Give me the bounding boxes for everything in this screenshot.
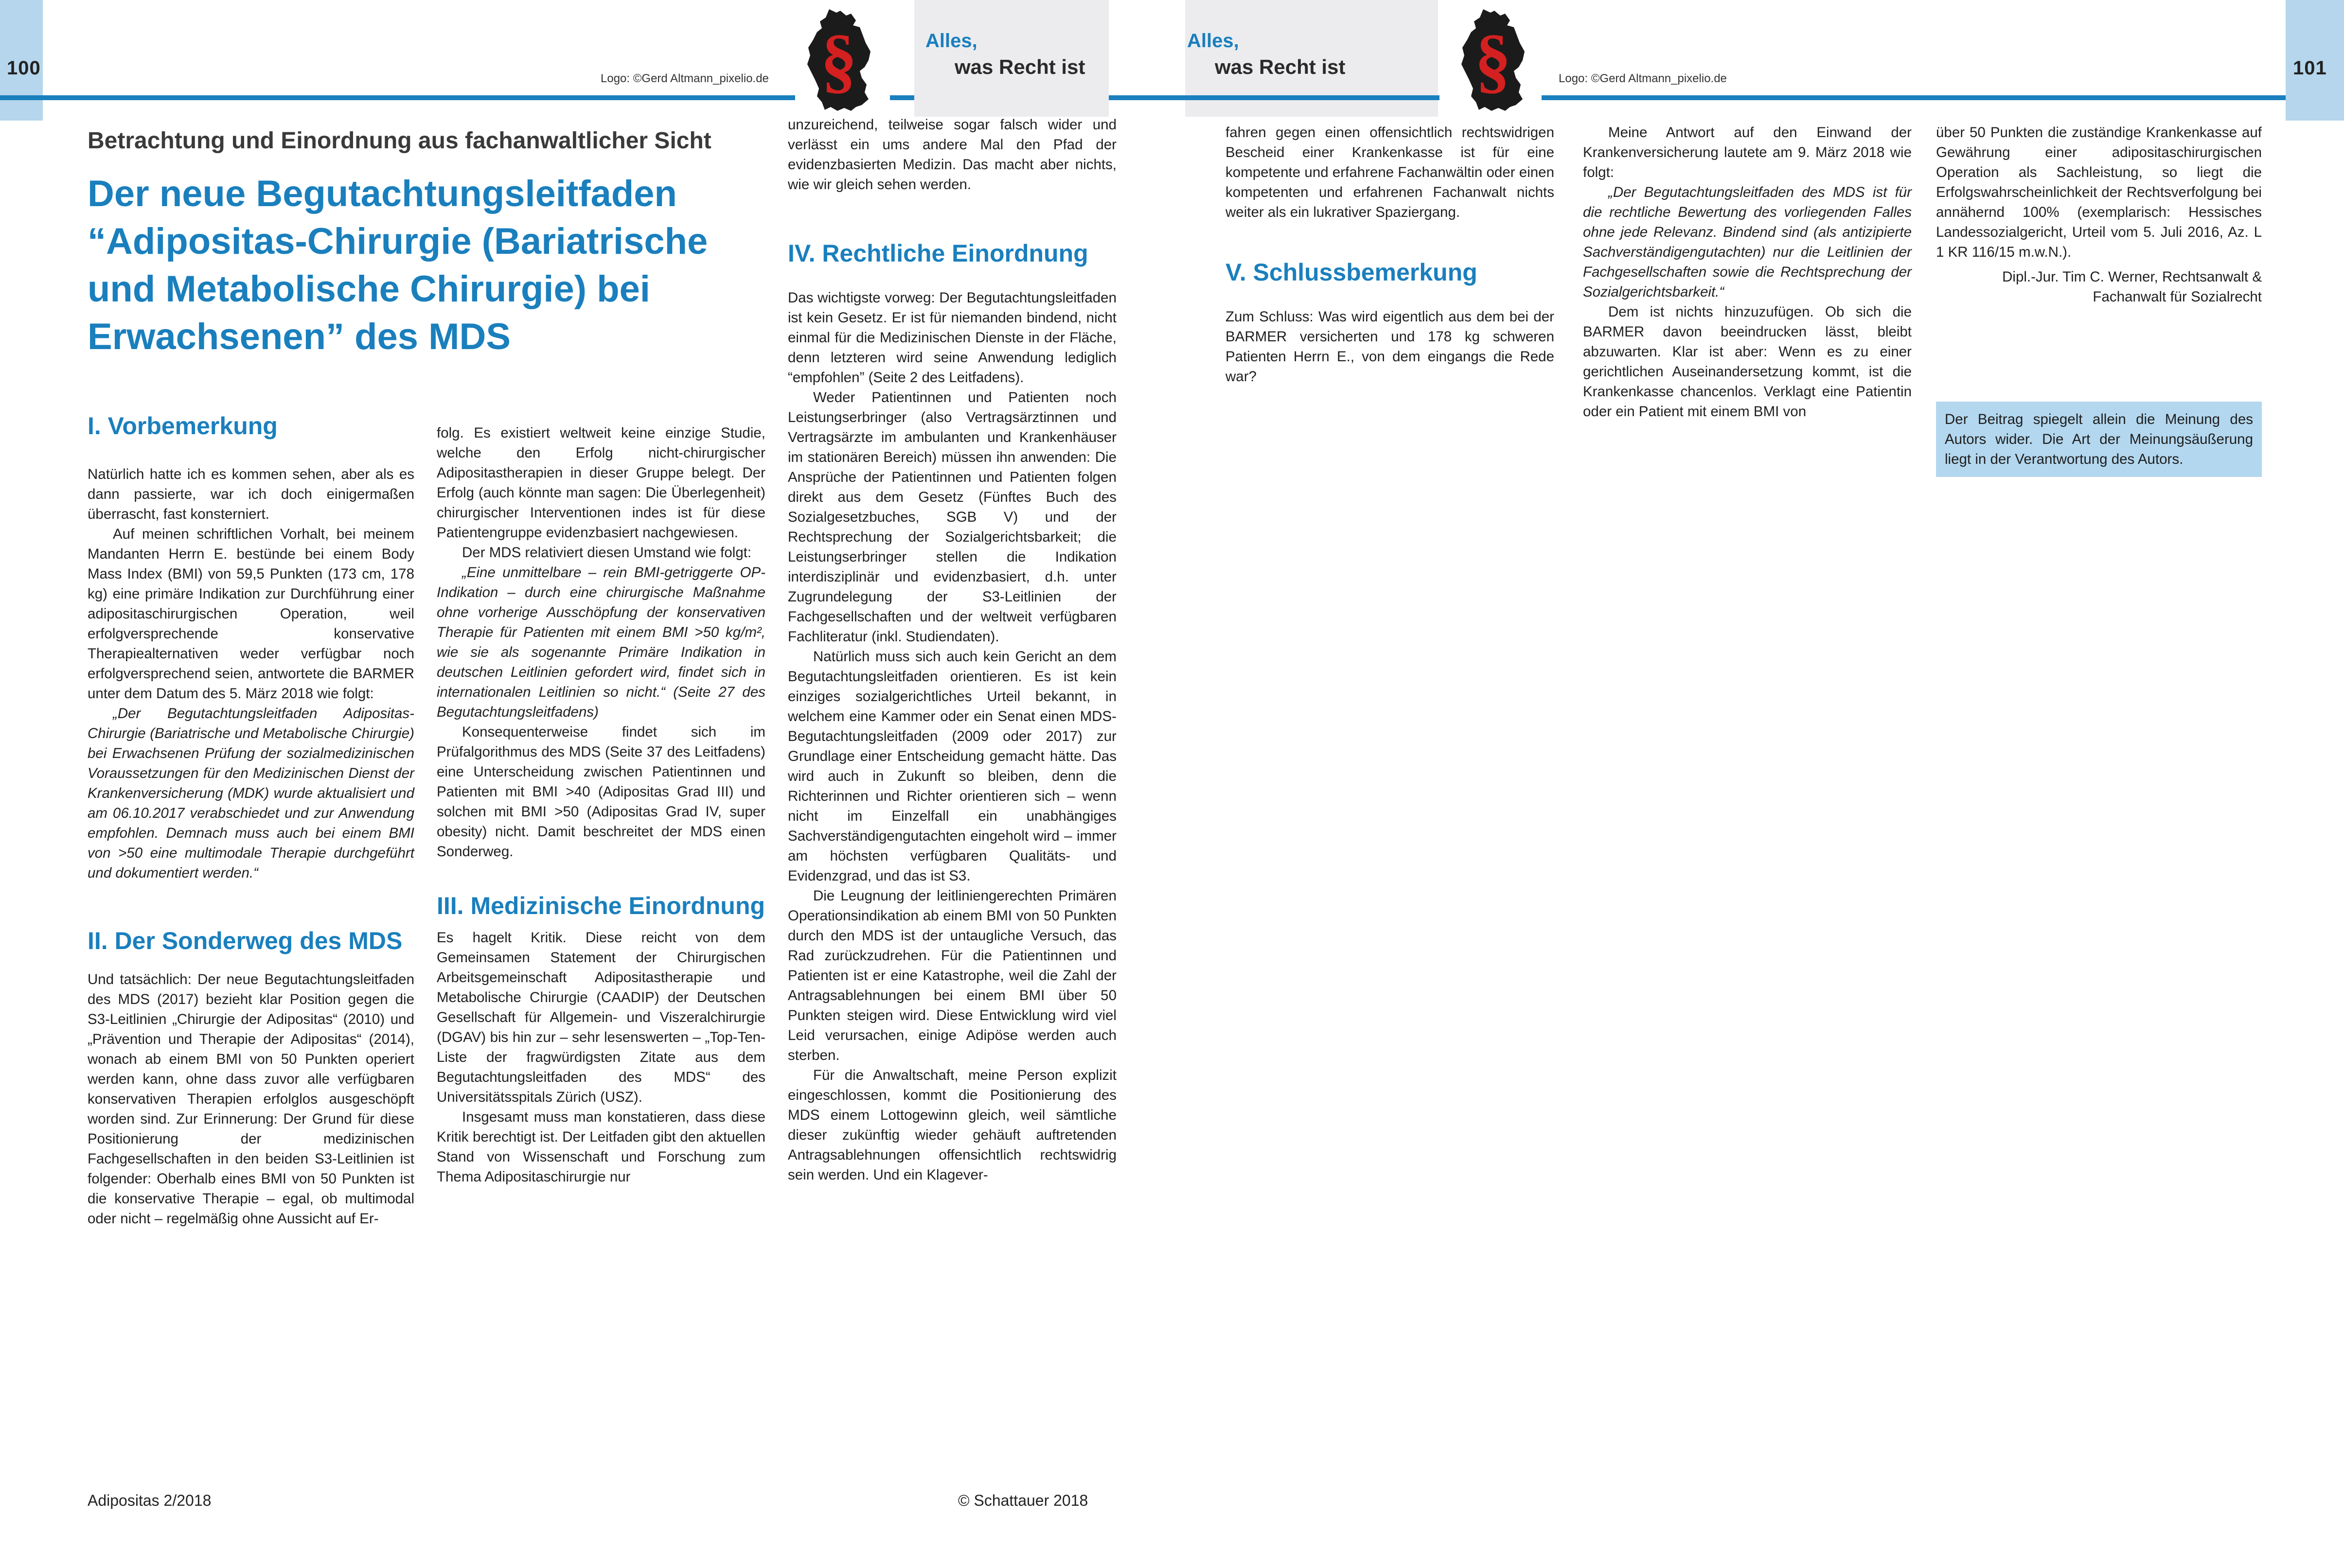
paragraph: Konsequenterweise findet sich im Prüfalgorithmus des MDS (Seite 37 des Leitfadens) eine Unterscheidung zwischen Patientinnen und Patienten mit BMI >40 (Adipositas Grad III) und solchen mit BMI >50 (Adipositas Grad IV, super obesity) nicht. Damit beschreitet der MDS einen Sonderweg.: [437, 724, 765, 860]
paragraph: folg. Es existiert weltweit keine einzige Studie, welche den Erfolg nicht-chirurgischer Adipositastherapien in dieser Gruppe belegt. Der Erfolg (auch könnte man sagen: Die Überlegenheit) chirurgischer Interventionen indes ist für diese Patientengruppe evidenzbasiert nachgewiesen.: [437, 425, 765, 541]
page-number: 101: [2293, 57, 2327, 79]
section-heading: IV. Rechtliche Einordnung: [788, 240, 1088, 267]
paragraph: Für die Anwaltschaft, meine Person explizit eingeschlossen, kommt die Positionierung des MDS einem Lottogewinn gleich, weil sämtliche dieser zukünftig wieder gehäuft auftretenden Antragsablehnungen offensichtlich rechtswidrig sein werden. Und ein Klagever-: [788, 1067, 1117, 1183]
paragraph: unzureichend, teilweise sogar falsch wider und verlässt ein ums andere Mal den Pfad der evidenzbasierten Medizin. Das macht aber nichts, wie wir gleich sehen werden.: [788, 117, 1117, 193]
section-heading: V. Schlussbemerkung: [1225, 259, 1477, 286]
paragraph: Natürlich hatte ich es kommen sehen, aber als es dann passierte, war ich doch einigermaßen überrascht, fast konsterniert.: [88, 466, 414, 522]
paragraph: Zum Schluss: Was wird eigentlich aus dem bei der BARMER versicherten und 178 kg schweren Patienten Herrn E., von dem eingangs die Rede war?: [1225, 309, 1554, 385]
column-6: [1936, 123, 2262, 307]
section-title-line2: was Recht ist: [1215, 55, 1346, 78]
disclaimer-box: Der Beitrag spiegelt allein die Meinung des Autors wider. Die Art der Meinungsäußerung liegt in der Verantwortung des Autors.: [1936, 402, 2262, 477]
author-signature: Dipl.-Jur. Tim C. Werner, Rechtsanwalt &: [2002, 269, 2262, 285]
column-4: [1225, 123, 1554, 387]
paragraph: fahren gegen einen offensichtlich rechtswidrigen Bescheid einer Krankenkasse ist für eine kompetente und erfahrene Fachanwältin oder einen kompetenten und erfahrenen Fachanwalt nichts weiter als ein lukrativer Spaziergang.: [1225, 124, 1554, 220]
section-heading: II. Der Sonderweg des MDS: [88, 927, 403, 954]
paragraph: Meine Antwort auf den Einwand der Krankenversicherung lautete am 9. März 2018 wie folgt:: [1583, 124, 1912, 180]
logo-credit: Logo: ©Gerd Altmann_pixelio.de: [1559, 72, 1727, 85]
paragraph: Weder Patientinnen und Patienten noch Leistungserbringer (also Vertragsärztinnen und Vertragsärzte im ambulanten und Krankenhäuser im stationären Bereich) müssen ihn anwenden: Die Ansprüche der Patientinnen und Patienten folgen direkt aus dem Gesetz (Fünftes Buch des Sozialgesetzbuches, SGB V) und der Rechtsprechung der Sozialgerichtsbarkeit; die Leistungserbringer stellen die Indikation interdisziplinär und evidenzbasiert, d.h. unter Zugrundelegung der S3-Leitlinien der Fachgesellschaften und der weltweit verfügbaren Fachliteratur (inkl. Studiendaten).: [788, 389, 1117, 645]
section-title-line1: Alles,: [925, 30, 977, 52]
quote: „Der Begutachtungsleitfaden Adipositas-Chirurgie (Bariatrische und Metabolische Chirurgie) bei Erwachsenen Prüfung der sozialmedizinischen Voraussetzungen für den Medizinischen Dienst der Krankenversicherung (MDK) wurde aktualisiert und am 06.10.2017 verabschiedet und zur Anwendung empfohlen. Demnach muss auch bei einem BMI von >50 eine multimodale Therapie durchgeführt und dokumentiert werden.“: [88, 705, 414, 881]
paragraph-germany-logo-icon: [1456, 7, 1529, 117]
paragraph: über 50 Punkten die zuständige Krankenkasse auf Gewährung einer adipositaschirurgischen Operation als Sachleistung, so liegt die Erfolgswahrscheinlichkeit der Rechtsverfolgung bei annähernd 100% (exemplarisch: Hessisches Landessozialgericht, Urteil vom 5. Juli 2016, Az. L 1 KR 116/15 m.w.N.).: [1936, 124, 2262, 260]
section-title-line1: Alles,: [1187, 30, 1239, 52]
page-number: 100: [7, 57, 41, 79]
paragraph: Es hagelt Kritik. Diese reicht von dem Gemeinsamen Statement der Chirurgischen Arbeitsgemeinschaft Adipositastherapie und Metabolische Chirurgie (CAADIP) der Deutschen Gesellschaft für Allgemein- und Viszeralchirurgie (DGAV) bis hin zur – sehr lesenswerten – „Top-Ten-Liste der fragwürdigsten Zitate aus dem Begutachtungsleitfaden des MDS“ des Universitätsspitals Zürich (USZ).: [437, 930, 765, 1105]
paragraph-glyph: §: [1474, 20, 1511, 101]
section-title-line2: was Recht ist: [955, 55, 1085, 78]
section-heading: III. Medizinische Einordnung: [437, 892, 765, 919]
paragraph-glyph: §: [820, 20, 857, 101]
column-5: [1583, 123, 1912, 422]
paragraph: Die Leugnung der leitliniengerechten Primären Operationsindikation ab einem BMI von 50 Punkten durch den MDS ist der untaugliche Versuch, das Rad zurückzudrehen. Für die Patientinnen und Patienten ist er eine Katastrophe, weil die Zahl der Antragsablehnungen bei einem BMI über 50 Punkten steigen wird. Diese Entwicklung wird viel Leid verursachen, einige Adipöse werden auch sterben.: [788, 888, 1117, 1063]
paragraph: Insgesamt muss man konstatieren, dass diese Kritik berechtigt ist. Der Leitfaden gibt den aktuellen Stand von Wissenschaft und Forschung zum Thema Adipositaschirurgie nur: [437, 1109, 765, 1185]
copyright: © Schattauer 2018: [958, 1492, 1088, 1509]
logo-credit: Logo: ©Gerd Altmann_pixelio.de: [601, 72, 769, 85]
journal-issue: Adipositas 2/2018: [88, 1492, 212, 1509]
column-2: [437, 423, 765, 1187]
author-credential: Fachanwalt für Sozialrecht: [2093, 289, 2262, 305]
paragraph: Das wichtigste vorweg: Der Begutachtungsleitfaden ist kein Gesetz. Er ist für niemanden bindend, nicht einmal für die Medizinischen Dienste in der Fläche, denn letzteren wird seine Anwendung lediglich “empfohlen” (Seite 2 des Leitfadens).: [788, 290, 1117, 386]
paragraph: Auf meinen schriftlichen Vorhalt, bei meinem Mandanten Herrn E. bestünde bei einem Body Mass Index (BMI) von 59,5 Punkten (173 cm, 178 kg) eine primäre Indikation zur Durchführung einer adipositaschirurgischen Operation, weil erfolgversprechende konservative Therapiealternativen weder verfügbar noch erfolgversprechend seien, antwortete die BARMER unter dem Datum des 5. März 2018 wie folgt:: [88, 526, 414, 702]
article-title: Der neue Begutachtungsleitfaden “Adipositas-Chirurgie (Bariatrische und Metabolische Chirurgie) bei Erwachsenen” des MDS: [88, 173, 708, 357]
header-rule: [1542, 95, 2344, 100]
header-rule: [0, 95, 795, 100]
quote: „Der Begutachtungsleitfaden des MDS ist für die rechtliche Bewertung des vorliegenden Falles ohne jede Relevanz. Bindend sind (als antizipierte Sachverständigengutachten) nur die Leitlinien der Fachgesellschaften sowie die Rechtsprechung der Sozialgerichtsbarkeit.“: [1583, 184, 1912, 300]
paragraph-germany-logo-icon: [802, 7, 875, 117]
header-rule: [1172, 95, 1439, 100]
column-3: [788, 115, 1117, 1185]
quote: „Eine unmittelbare – rein BMI-getriggerte OP-Indikation – durch eine chirurgische Maßnahme ohne vorherige Ausschöpfung der konservativen Therapie für Patienten mit einem BMI >50 kg/m², wie sie als sogenannte Primäre Indikation in deutschen Leitlinien gefordert wird, findet sich in internationalen Leitlinien so nicht.“ (Seite 27 des Begutachtungsleitfadens): [437, 564, 765, 720]
column-1: [88, 411, 414, 1229]
article-kicker: Betrachtung und Einordnung aus fachanwaltlicher Sicht: [88, 128, 711, 154]
paragraph: Der MDS relativiert diesen Umstand wie folgt:: [462, 545, 752, 561]
section-heading: I. Vorbemerkung: [88, 412, 278, 440]
paragraph: Dem ist nichts hinzuzufügen. Ob sich die BARMER davon beeindrucken lässt, bleibt abzuwarten. Klar ist aber: Wenn es zu einer gerichtlichen Auseinandersetzung kommt, ist die Krankenkasse chancenlos. Verklagt eine Patientin oder ein Patient mit einem BMI von: [1583, 304, 1912, 420]
paragraph: Natürlich muss sich auch kein Gericht an dem Begutachtungsleitfaden orientieren. Es ist kein einziges sozialgerichtliches Urteil bekannt, in welchem eine Kammer oder ein Senat einen MDS-Begutachtungsleitfaden (2009 oder 2017) zur Grundlage einer Entscheidung gemacht hätte. Das wird auch in Zukunft so bleiben, denn die Richterinnen und Richter orientieren sich – wenn nicht im Einzelfall ein unabhängiges Sachverständigengutachten eingeholt wird – immer am höchsten verfügbaren Qualitäts- und Evidenzgrad, und das ist S3.: [788, 649, 1117, 884]
paragraph: Und tatsächlich: Der neue Begutachtungsleitfaden des MDS (2017) bezieht klar Position gegen die S3-Leitlinien „Chirurgie der Adipositas“ (2010) und „Prävention und Therapie der Adipositas“ (2014), wonach ab einem BMI von 50 Punkten operiert werden kann, ohne dass zuvor alle verfügbaren konservativen Therapien erfolglos ausgeschöpft worden sind. Zur Erinnerung: Der Grund für diese Positionierung der medizinischen Fachgesellschaften in den beiden S3-Leitlinien ist folgender: Oberhalb eines BMI von 50 Punkten ist die konservative Therapie – egal, ob multimodal oder nicht – regelmäßig ohne Aussicht auf Er-: [88, 971, 414, 1227]
